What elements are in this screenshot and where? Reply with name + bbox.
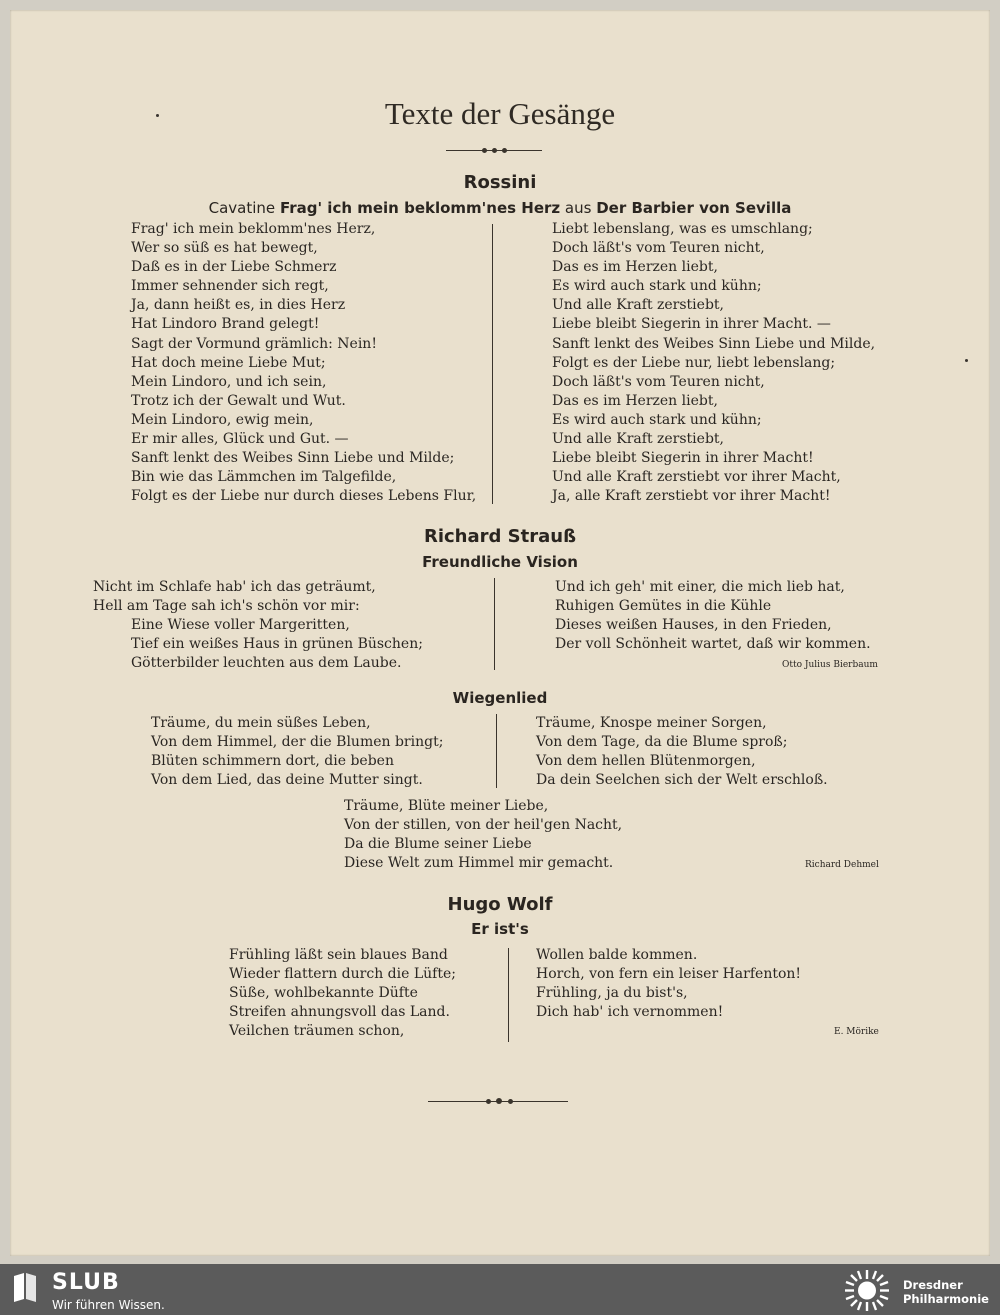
verse-line: Es wird auch stark und kühn; [552,278,762,295]
author-moerike: E. Mörike [834,1027,879,1037]
verse-line: Sanft lenkt des Weibes Sinn Liebe und Milde; [131,450,455,467]
column-divider [508,948,509,1042]
verse-line: Mein Lindoro, und ich sein, [131,373,327,390]
verse-line: Blüten schimmern dort, die beben [151,753,394,770]
verse-line: Folgt es der Liebe nur durch dieses Lebens Flur, [131,488,477,505]
verse-line: Dieses weißen Hauses, in den Frieden, [555,617,832,634]
verse-line: Da die Blume seiner Liebe [344,836,532,853]
rossini-subtitle [10,199,990,217]
verse-line: Wollen balde kommen. [536,947,698,963]
wolf-left-column [229,946,456,1041]
verse-line: Wer so süß es hat bewegt, [131,240,318,257]
verse-line: Diese Welt zum Himmel mir gemacht. [344,855,614,872]
verse-line: Daß es in der Liebe Schmerz [131,259,337,276]
subtitle-connector: aus [564,199,592,217]
column-divider [494,578,495,670]
verse-line: Das es im Herzen liebt, [552,392,718,409]
philharmonie-line2: Philharmonie [903,1292,989,1306]
verse-line: Ja, dann heißt es, in dies Herz [131,297,346,314]
ornament-divider-top [446,144,542,158]
verse-line: Hat Lindoro Brand gelegt! [131,316,320,333]
verse-line: Von dem Lied, das deine Mutter singt. [151,772,423,789]
verse-line: Doch läßt's vom Teuren nicht, [552,373,765,390]
slub-book-icon [12,1271,38,1303]
verse-line: Sagt der Vormund grämlich: Nein! [131,335,377,352]
subtitle-song: Frag' ich mein beklomm'nes Herz [279,199,561,217]
page-title: Texte der Gesänge [384,96,616,131]
verse-line: Frühling, ja du bist's, [536,985,688,1002]
verse-line: Ja, alle Kraft zerstiebt vor ihrer Macht! [552,488,831,505]
wiegenlied-right-column [536,714,828,790]
verse-line: Von der stillen, von der heil'gen Nacht, [344,817,623,834]
verse-line: Hat doch meine Liebe Mut; [131,354,326,371]
verse-line: Mein Lindoro, ewig mein, [131,411,314,428]
subtitle-genre: Cavatine [208,199,276,217]
verse-line: Liebe bleibt Siegerin in ihrer Macht! [552,450,814,467]
author-bierbaum: Otto Julius Bierbaum [782,660,878,670]
philharmonie-line1: Dresdner [903,1278,963,1292]
verse-line: Frühling läßt sein blaues Band [229,947,448,963]
verse-line: Frag' ich mein beklomm'nes Herz, [131,221,376,237]
verse-line: Von dem Tage, da die Blume sproß; [536,734,788,751]
verse-line: Tief ein weißes Haus in grünen Büschen; [131,636,423,653]
column-divider [492,224,493,504]
verse-line: Das es im Herzen liebt, [552,259,718,276]
composer-rossini: Rossini [463,172,537,193]
verse-line: Liebe bleibt Siegerin in ihrer Macht. — [552,316,831,333]
subtitle-opera: Der Barbier von Sevilla [596,199,792,217]
author-dehmel: Richard Dehmel [805,860,879,870]
rossini-right-column [552,220,875,506]
song-title-er-ists: Er ist's [471,920,529,938]
verse-line: Träume, Blüte meiner Liebe, [344,798,549,814]
program-page [10,10,990,1256]
verse-line: Horch, von fern ein leiser Harfenton! [536,966,802,983]
vision-left-column [93,578,423,673]
verse-line: Und alle Kraft zerstiebt, [552,431,724,448]
paper-speck [965,359,968,362]
verse-line: Liebt lebenslang, was es umschlang; [552,221,813,237]
verse-line: Süße, wohlbekannte Düfte [229,985,418,1002]
composer-strauss: Richard Strauß [423,526,577,547]
philharmonie-sunburst-icon [842,1268,892,1313]
verse-line: Nicht im Schlafe hab' ich das geträumt, [93,579,376,595]
rossini-left-column [131,220,476,506]
verse-line: Träume, du mein süßes Leben, [151,715,371,731]
verse-line: Eine Wiese voller Margeritten, [131,617,350,634]
verse-line: Da dein Seelchen sich der Welt erschloß. [536,772,828,789]
verse-line: Veilchen träumen schon, [229,1023,405,1040]
verse-line: Und ich geh' mit einer, die mich lieb hat, [555,579,845,595]
vision-right-column [555,578,871,654]
verse-line: Trotz ich der Gewalt und Wut. [131,392,346,409]
verse-line: Träume, Knospe meiner Sorgen, [536,715,767,731]
wolf-right-column [536,946,801,1022]
column-divider [496,714,497,788]
ornament-divider-bottom [428,1095,568,1109]
verse-line: Dich hab' ich vernommen! [536,1004,724,1021]
verse-line: Doch läßt's vom Teuren nicht, [552,240,765,257]
verse-line: Wieder flattern durch die Lüfte; [229,966,456,983]
verse-line: Er mir alles, Glück und Gut. — [131,431,349,448]
wiegenlied-final-stanza [344,797,622,873]
verse-line: Sanft lenkt des Weibes Sinn Liebe und Milde, [552,335,876,352]
wiegenlied-left-column [151,714,443,790]
verse-line: Der voll Schönheit wartet, daß wir kommen. [555,636,871,653]
verse-line: Immer sehnender sich regt, [131,278,329,295]
verse-line: Und alle Kraft zerstiebt vor ihrer Macht, [552,469,841,486]
verse-line: Und alle Kraft zerstiebt, [552,297,724,314]
composer-wolf: Hugo Wolf [447,894,553,915]
verse-line: Es wird auch stark und kühn; [552,411,762,428]
verse-line: Folgt es der Liebe nur, liebt lebenslang; [552,354,836,371]
song-title-freundliche-vision: Freundliche Vision [422,553,578,571]
slub-name: SLUB [52,1270,120,1295]
song-title-wiegenlied: Wiegenlied [452,689,548,707]
verse-line: Von dem hellen Blütenmorgen, [536,753,756,770]
verse-line: Von dem Himmel, der die Blumen bringt; [151,734,444,751]
verse-line: Götterbilder leuchten aus dem Laube. [131,655,402,672]
footer-bar [0,1264,1000,1315]
verse-line: Ruhigen Gemütes in die Kühle [555,598,772,615]
philharmonie-name [903,1278,989,1306]
verse-line: Hell am Tage sah ich's schön vor mir: [93,598,360,615]
verse-line: Bin wie das Lämmchen im Talgefilde, [131,469,397,486]
slub-tagline: Wir führen Wissen. [52,1298,165,1312]
verse-line: Streifen ahnungsvoll das Land. [229,1004,450,1021]
